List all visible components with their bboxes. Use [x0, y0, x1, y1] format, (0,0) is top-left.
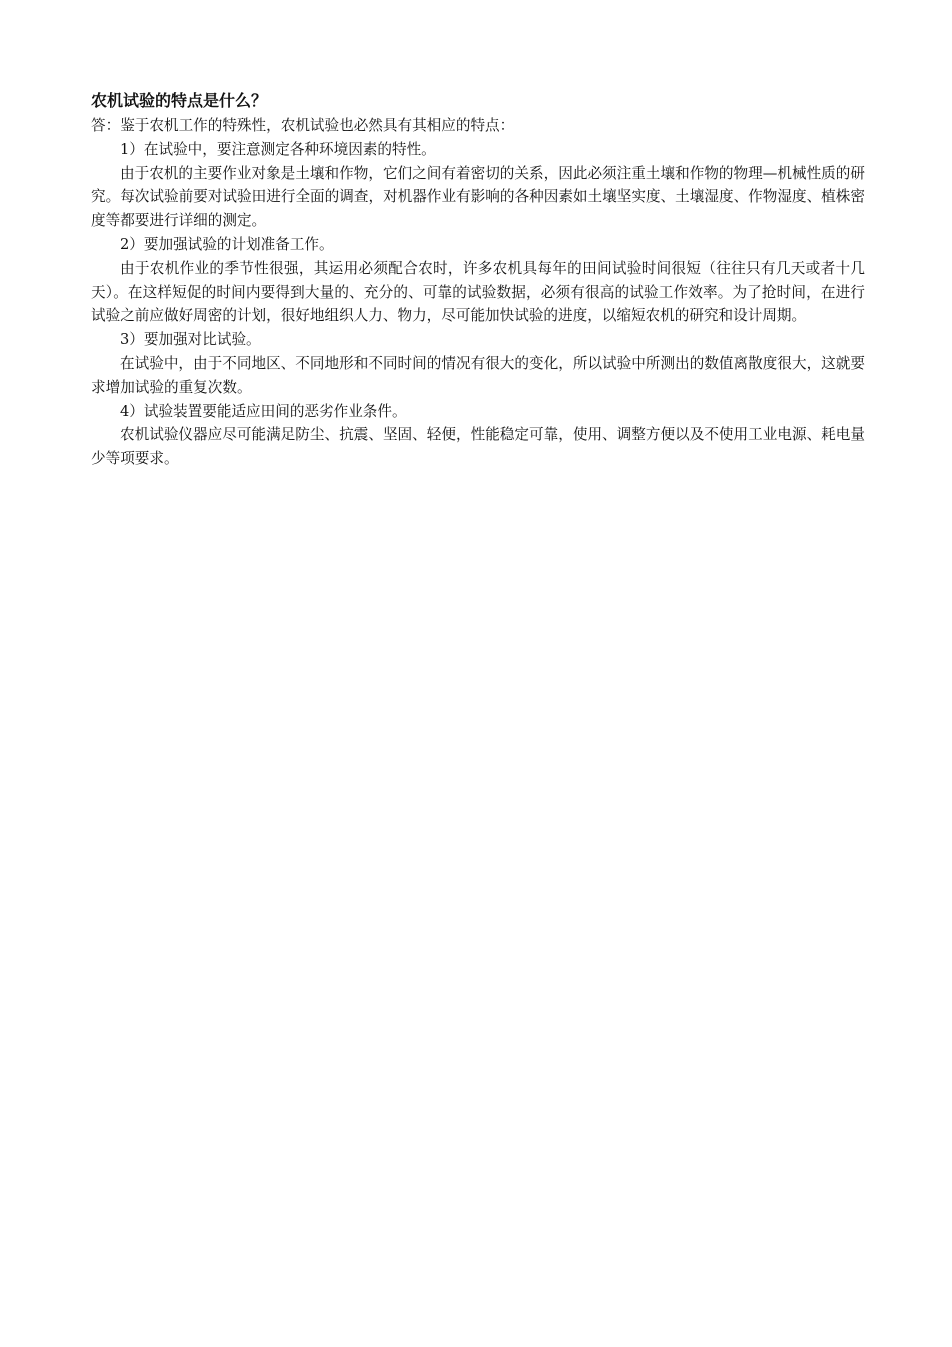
- point-4-heading: 4）试验装置要能适应田间的恶劣作业条件。: [120, 402, 407, 420]
- question-title: 农机试验的特点是什么？: [91, 91, 268, 110]
- point-3-body: 在试验中，由于不同地区、不同地形和不同时间的情况有很大的变化，所以试验中所测出的数值离散度很大，这就要求增加试验的重复次数。: [91, 354, 865, 396]
- point-4-body: 农机试验仪器应尽可能满足防尘、抗震、坚固、轻便，性能稳定可靠，使用、调整方便以及不使用工业电源、耗电量少等项要求。: [91, 426, 865, 468]
- point-2-body: 由于农机作业的季节性很强，其运用必须配合农时，许多农机具每年的田间试验时间很短（往往只有几天或者十几天）。在这样短促的时间内要得到大量的、充分的、可靠的试验数据，必须有很高的试验工作效率。为了抢时间，在进行试验之前应做好周密的计划，很好地组织人力、物力，尽可能加快试验的进度，以缩短农机的研究和设计周期。: [91, 259, 865, 325]
- document-page: [91, 88, 865, 471]
- point-1-heading: 1）在试验中，要注意测定各种环境因素的特性。: [120, 140, 436, 158]
- answer-intro: 答：鉴于农机工作的特殊性，农机试验也必然具有其相应的特点：: [91, 117, 515, 134]
- point-3-heading: 3）要加强对比试验。: [120, 331, 261, 349]
- point-1-body: 由于农机的主要作业对象是土壤和作物，它们之间有着密切的关系，因此必须注重土壤和作物的物理—机械性质的研究。每次试验前要对试验田进行全面的调查，对机器作业有影响的各种因素如土壤坚实度、土壤湿度、作物湿度、植株密度等都要进行详细的测定。: [91, 164, 865, 230]
- point-2-heading: 2）要加强试验的计划准备工作。: [120, 235, 334, 253]
